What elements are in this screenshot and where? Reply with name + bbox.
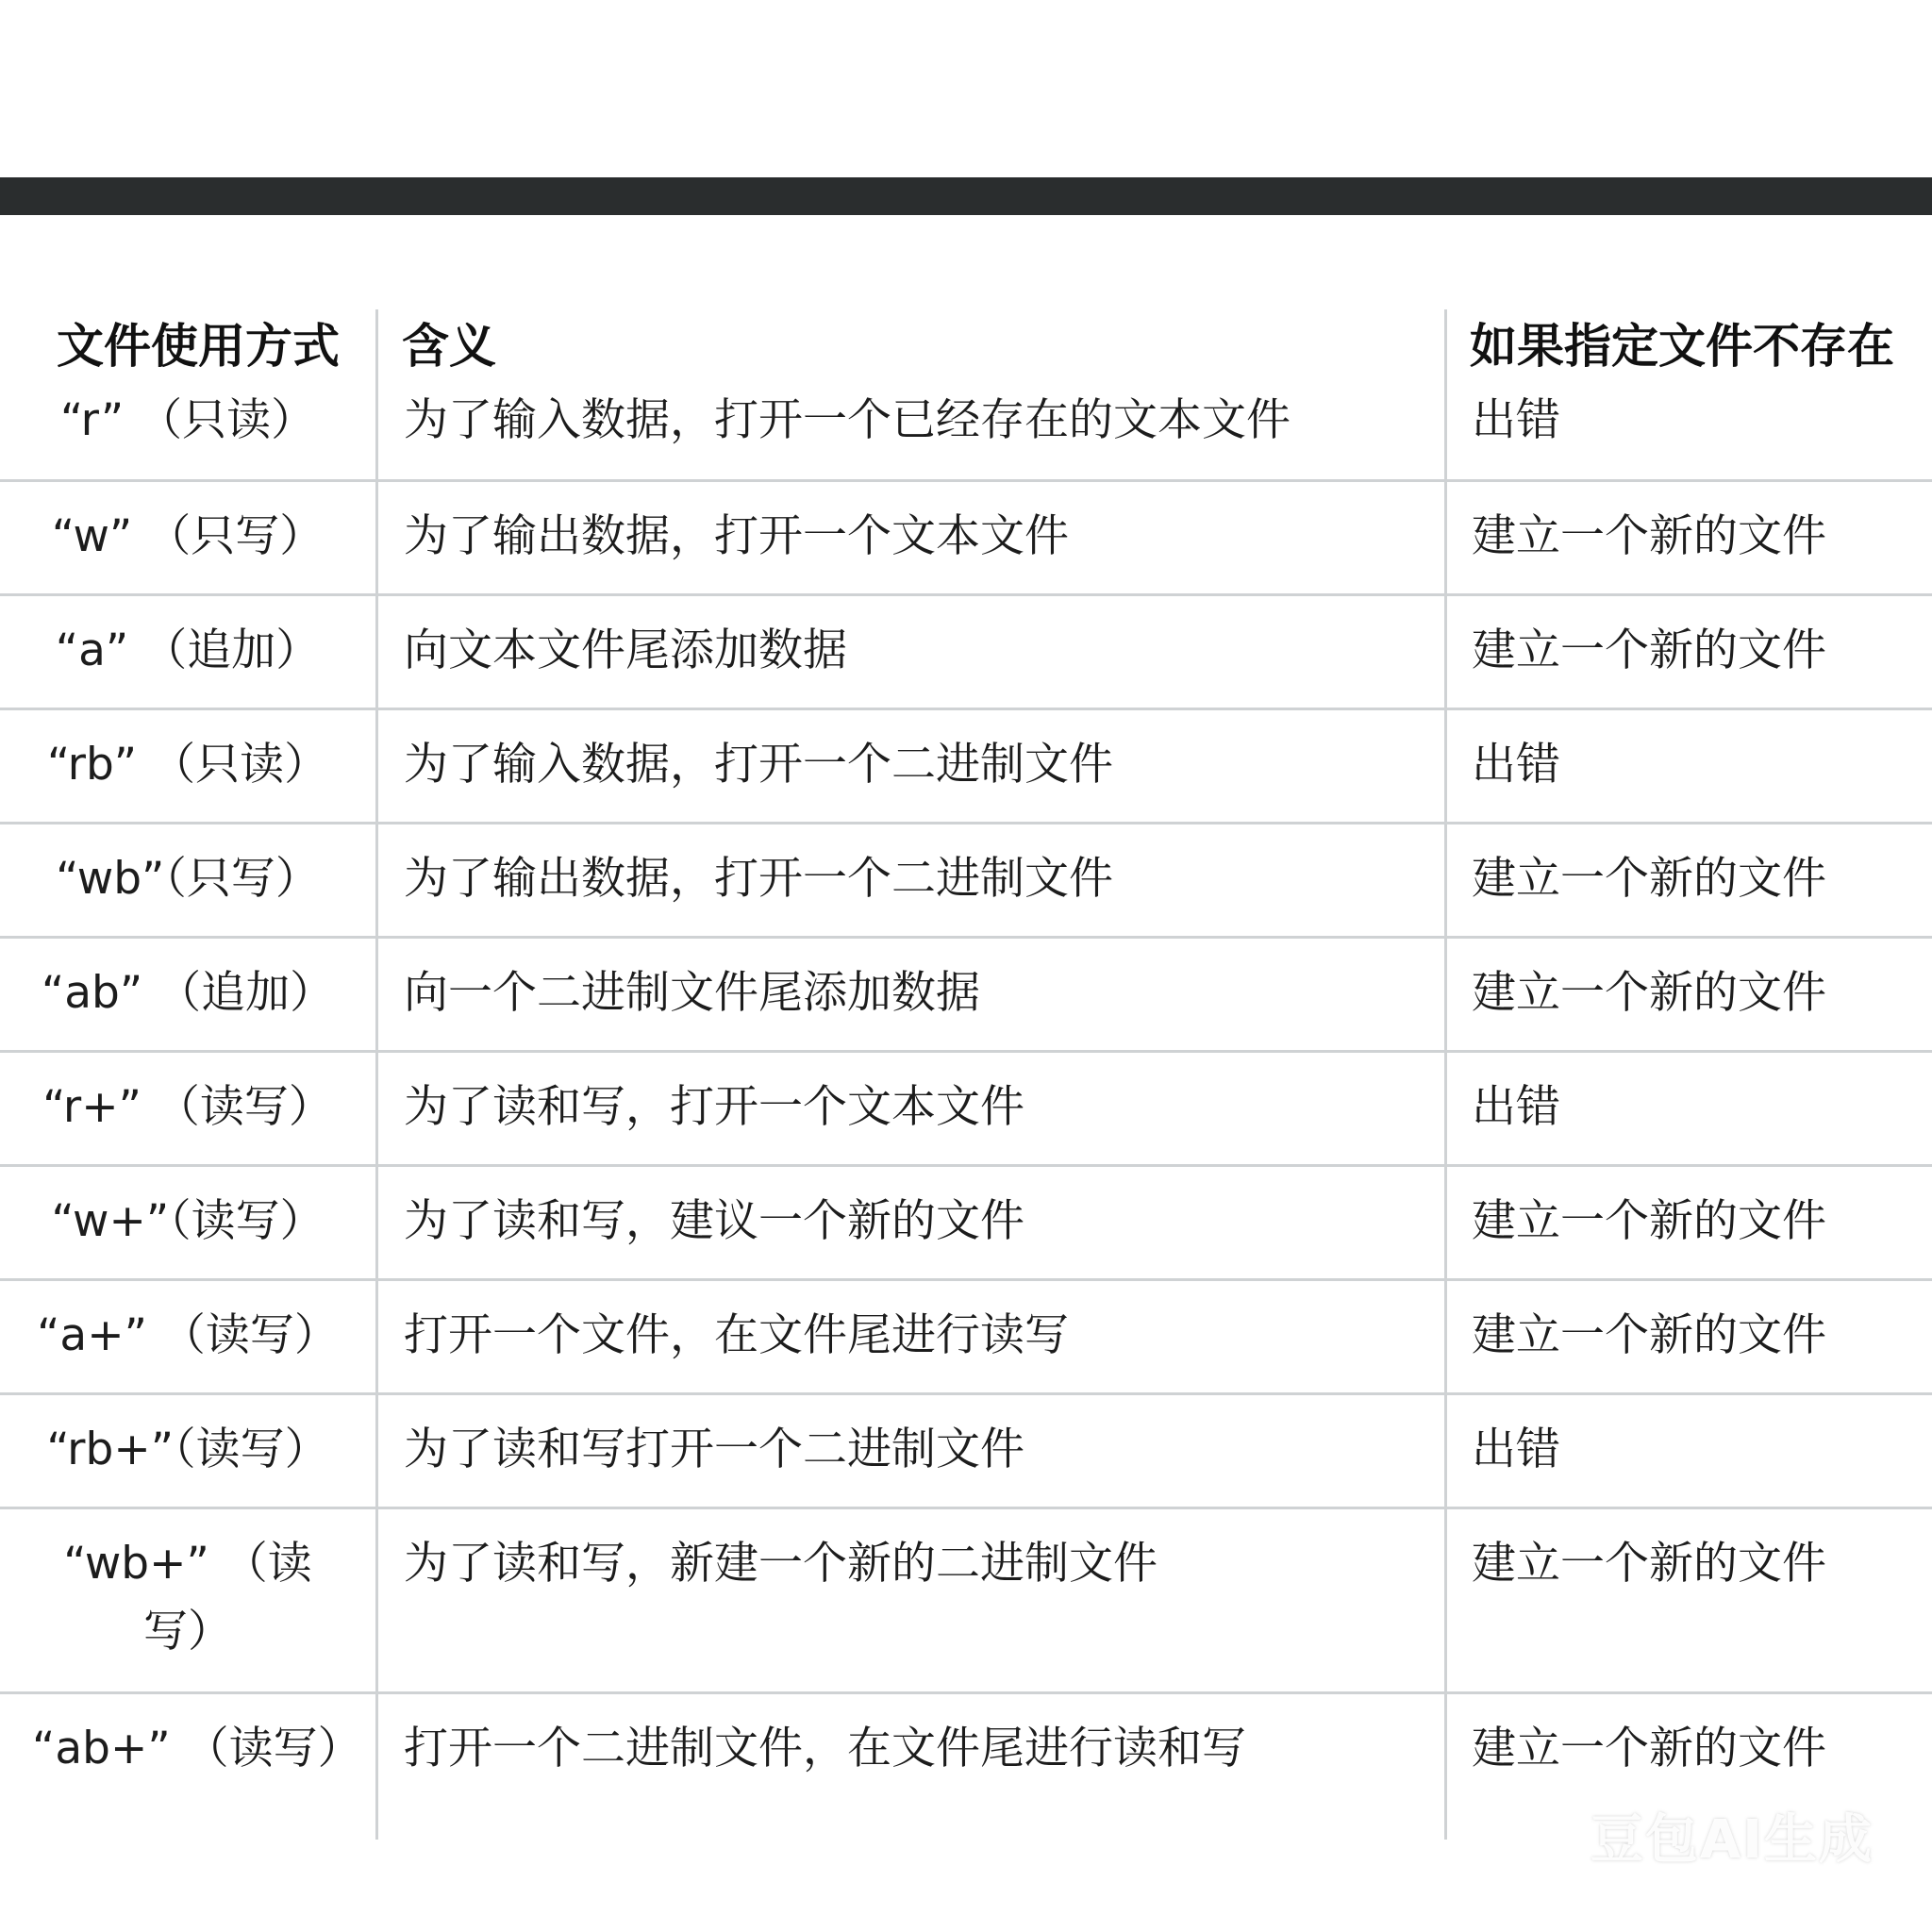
if-missing-cell: 建立一个新的文件	[1472, 1538, 1826, 1590]
if-missing-cell: 建立一个新的文件	[1472, 510, 1826, 562]
if-missing-cell: 出错	[1472, 394, 1560, 446]
table-row	[0, 1167, 1932, 1281]
mode-cell: “ab” （追加）	[41, 967, 335, 1019]
meaning-cell: 向文本文件尾添加数据	[404, 625, 847, 676]
table-row	[0, 1281, 1932, 1395]
meaning-cell: 为了读和写打开一个二进制文件	[404, 1424, 1024, 1475]
meaning-cell: 为了读和写，打开一个文本文件	[404, 1081, 1024, 1133]
table-row	[0, 1395, 1932, 1509]
mode-cell: “a” （追加）	[55, 625, 321, 676]
table-row	[0, 1509, 1932, 1694]
if-missing-cell: 建立一个新的文件	[1472, 1195, 1826, 1247]
header-if-missing: 如果指定文件不存在	[1470, 319, 1894, 374]
mode-cell: “r” （只读）	[59, 394, 316, 446]
mode-cell: “ab+” （读写）	[32, 1723, 362, 1774]
table-row	[0, 377, 1932, 482]
table-row	[0, 596, 1932, 710]
meaning-cell: 为了输出数据，打开一个文本文件	[404, 510, 1069, 562]
if-missing-cell: 建立一个新的文件	[1472, 1309, 1826, 1361]
file-mode-table	[0, 309, 1932, 1840]
meaning-cell: 向一个二进制文件尾添加数据	[404, 967, 980, 1019]
meaning-cell: 打开一个二进制文件，在文件尾进行读和写	[404, 1723, 1246, 1774]
table-row	[0, 1053, 1932, 1167]
meaning-cell: 打开一个文件，在文件尾进行读写	[404, 1309, 1069, 1361]
table-row	[0, 939, 1932, 1053]
mode-cell: “wb”（只写）	[56, 853, 320, 905]
if-missing-cell: 出错	[1472, 1424, 1560, 1475]
mode-cell: “a+” （读写）	[37, 1309, 339, 1361]
if-missing-cell: 建立一个新的文件	[1472, 1723, 1826, 1774]
if-missing-cell: 建立一个新的文件	[1472, 625, 1826, 676]
meaning-cell: 为了读和写，新建一个新的二进制文件	[404, 1538, 1158, 1590]
if-missing-cell: 建立一个新的文件	[1472, 967, 1826, 1019]
table-header	[0, 309, 1932, 377]
mode-cell: “rb” （只读）	[46, 739, 329, 791]
meaning-cell: 为了输出数据，打开一个二进制文件	[404, 853, 1113, 905]
meaning-cell: 为了输入数据，打开一个已经存在的文本文件	[404, 394, 1291, 446]
ai-generated-watermark: 豆包AI生成	[1590, 1809, 1874, 1871]
if-missing-cell: 出错	[1472, 1081, 1560, 1133]
header-meaning: 含义	[402, 319, 496, 374]
top-dark-bar	[0, 177, 1932, 215]
table-row	[0, 710, 1932, 824]
meaning-cell: 为了读和写，建议一个新的文件	[404, 1195, 1024, 1247]
table-body	[0, 377, 1932, 1838]
meaning-cell: 为了输入数据，打开一个二进制文件	[404, 739, 1113, 791]
header-mode: 文件使用方式	[57, 319, 340, 374]
mode-cell: “rb+”（读写）	[46, 1424, 329, 1475]
table-row	[0, 824, 1932, 939]
table-row	[0, 482, 1932, 596]
if-missing-cell: 出错	[1472, 739, 1560, 791]
mode-cell: “wb+” （读写）	[63, 1538, 312, 1657]
mode-cell: “w” （只写）	[51, 510, 325, 562]
mode-cell: “w+”（读写）	[51, 1195, 325, 1247]
mode-cell: “r+” （读写）	[42, 1081, 333, 1133]
if-missing-cell: 建立一个新的文件	[1472, 853, 1826, 905]
